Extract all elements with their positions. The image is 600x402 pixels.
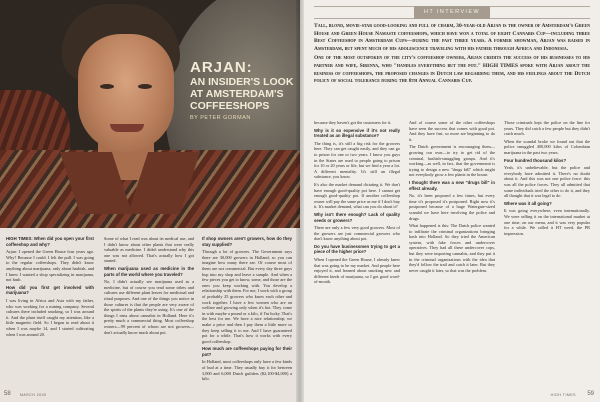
page-number-right: 59: [587, 391, 594, 397]
interview-answer: The thing is, it's still a big risk for the growers here. They can get caught easily, and they can go to prison for one or two years. I know you guys in the States are used to people going to prison for 10 or 20 years or life, but we find a year a lot. A different mentality. It's still an illegal substance, you know.: [314, 140, 400, 180]
interview-answer: It was going everywhere, even internationally. We were selling it on the international market at one time, on our menu, and it was very popular for a while. We called it HT weed, the PR impression.: [504, 208, 590, 236]
interview-question: HIGH TIMES: When did you open your first coffeeshop and why?: [6, 236, 94, 247]
interview-question: If shop owners aren't growers, how do they stay supplied?: [202, 236, 292, 247]
interview-answer: because they haven't got the customers for it.: [314, 120, 392, 125]
interview-question: Four hundred thousand kilos?: [504, 157, 567, 163]
interview-question: Why is it so expensive if it's not really treated as an illegal substance?: [314, 127, 400, 139]
left-column-2: [104, 236, 194, 337]
interview-answer: In Holland, most coffeeshops only have a few kinds of bud at a time. They usually buy it for between 3,000 and 6,000 Dutch guilders ($2,100-$4,000) a kilo.: [202, 359, 292, 382]
footer-left: MARCH 2000: [20, 393, 47, 397]
interview-answer: When I opened the Green House, I already knew that was going to be my market. And people here enjoyed it, and learned about smoking new and different kinds of marijuana, so I got good word-of-mouth.: [314, 257, 400, 285]
interview-question: Where was it all going?: [504, 200, 552, 206]
interview-answer: When the scandal broke we found out that the police smuggled 400,000 kilos of Colombian marijuana in the past two years.: [504, 138, 590, 155]
interview-question: Why isn't there enough? Lack of quality seeds or growers?: [314, 211, 400, 223]
interview-answer: No, I didn't actually see marijuana used as a medicine, but of course you read some tribes and cultures use different plant leaves for medicinal and ritual purposes. And one of the things you notice in those cultures is that the people are very aware of the spirits of the plants they're using. It's one of the things I miss about cannabis in Holland. Here it's pretty much a commercial thing. Most coffeeshop owners—99 percent of whom are not growers—don't actually know much about pot.: [104, 279, 194, 335]
headline-deck: AN INSIDER'S LOOK AT AMSTERDAM'S COFFEESHOPS: [190, 76, 294, 112]
portrait-photo: [0, 0, 300, 228]
interview-question: I thought there was a new "drugs bill" in effect already.: [409, 179, 495, 191]
section-tag: HT INTERVIEW: [414, 6, 490, 19]
interview-question: When marijuana used as medicine in the parts of the world where you traveled?: [104, 265, 194, 277]
photo-eye-right: [138, 84, 152, 89]
interview-question: Do you have businessmen trying to get a piece of the higher price?: [314, 243, 400, 255]
interview-answer: And of course some of the other coffeeshops have seen the success that comes with good pot. And they have fast, so more are beginning to do it.: [409, 120, 495, 142]
interview-answer: I was living in Africa and Asia with my father, who was working for a mining company. Several cultures there included smoking, so I was around it. And the plant itself caught my attention, like a little magnetic field. So I began to read about it when I was maybe 14, and I started cultivating when I was around 20.: [6, 297, 94, 337]
interview-answer: Those criminals kept the police on the line for years. They did catch a few people but they didn't catch much.: [504, 120, 590, 137]
interview-answer: No, it's been proposed a few times, but every time it's proposed it's postponed. Right now it's postponed because of a huge Watergate-sized scandal we have here involving the police and drugs.: [409, 193, 495, 221]
left-column-1: [6, 236, 94, 339]
article-intro: [314, 23, 590, 88]
right-page: [300, 0, 600, 402]
right-column-2: [409, 120, 495, 275]
photo-eye-left: [100, 84, 114, 89]
page-gutter: [296, 0, 304, 402]
article-headline: [190, 60, 298, 121]
footer-right: HIGH TIMES: [550, 393, 576, 397]
interview-answer: There are only a few very good growers. Most of the growers are just commercial growers who don't know anything about pot.: [314, 225, 400, 242]
page-number-left: 58: [4, 391, 11, 397]
left-column-3: [202, 236, 292, 384]
intro-paragraph-1: Tall, blond, movie-star good-looking and full of charm, 30-year-old Arjan is the owner of Amsterdam's Green House and Green House Namaste coffeeshops, which have won a total of eight Cannabis Cup—including three Best Coffeeshop in Amsterdam Cups—during the past three years. A former showman, Arjan was raised in Amsterdam, but spent much of his adolescence traveling with his father through Africa and Indonesia.: [314, 23, 590, 52]
interview-question: How did you first get involved with marijuana?: [6, 284, 94, 296]
interview-answer: Through a lot of growers. The Government says there are 30,000 growers in Holland, so you can imagine how many there are. Of course most of them are not commercial. But every day three guys hop into my shop and leave a sample. And when a few pieces you get to know, some, and those are the ones you keep working with. You develop a relationship with them. For me, I work with a group of probably 25 growers who know each other and work together. I have a few women who are on welfare and growing only when it's hot. They come in with maybe a pound or a kilo, if I'm lucky. That's the best for me. We have a nice relationship; we make a price and then I pay them a little more so they keep selling it to me. And I have guaranteed pot for a while. That's how it works with every good coffeeshop.: [202, 249, 292, 344]
right-column-3: [504, 120, 590, 238]
intro-paragraph-2: One of the most outspoken of the city's coffeeshop owners, Arjan credits the success of his businesses to his partner and wife, Sirenya, who "handles everything but the pot." HIGH TIMES spoke with Arjan about the business of coffeeshops, the proposed changes in Dutch law regarding them, and his feelings about the Dutch policy of social tolerance during the 8th Annual Cannabis Cup.: [314, 55, 590, 85]
interview-answer: Arjan: I opened the Green House four years ago. Why? Because I could. I felt the pull. I was going to the regular coffeeshops. They didn't know anything about marijuana, only about hashish, and I knew I wanted a shop specializing in marijuana, not hash.: [6, 249, 94, 283]
interview-answer: The Dutch government is encouraging them—growing our own—to try to get rid of the criminal, hashish-smuggling groups. And it's working—as well, in fact, that the government is trying to design a new "drugs bill" which might not everybody grow a few plants in the house.: [409, 144, 495, 178]
photo-face: [78, 34, 174, 152]
interview-question: How much are coffeeshops paying for their pot?: [202, 346, 292, 357]
interview-answer: Some of what I read was about its medical use, and I didn't know about other plants that were really valuable as medicine. I didn't understand why this one was not allowed. That's actually how I got started.: [104, 236, 194, 264]
section-banner: [314, 6, 590, 19]
interview-answer: It's also the market demand dictating it. We don't have enough good-quality pot here. I cannot get enough good-quality pot. If another coffeeshop owner will pay the same price as me if I don't buy it. It's market demand, what can you do about it?: [314, 181, 400, 210]
interview-answer: What happened is this: The Dutch police wanted to infiltrate the criminal organizations bringing hash into Holland. So they tried the American system, with fake forces and undercover operatives. They had all these undercover cops, but they were importing cannabis, and they put it in the criminal organizations with the idea that they'd follow the trail and catch it later. But they never caught it later, so that was the problem.: [409, 223, 495, 273]
headline-name: ARJAN:: [190, 59, 253, 76]
byline: BY PETER GORMAN: [190, 115, 251, 121]
right-column-1: [314, 120, 400, 287]
photo-mouth: [110, 124, 144, 132]
interview-answer: Yeah, it's unbelievable, but the police and everybody have admitted it. There's no doubt about it. And this was not one police force: this was all the police forces. They all admitted that some individuals tried the other to do it, and they all thought that it was legal to do.: [504, 165, 590, 199]
